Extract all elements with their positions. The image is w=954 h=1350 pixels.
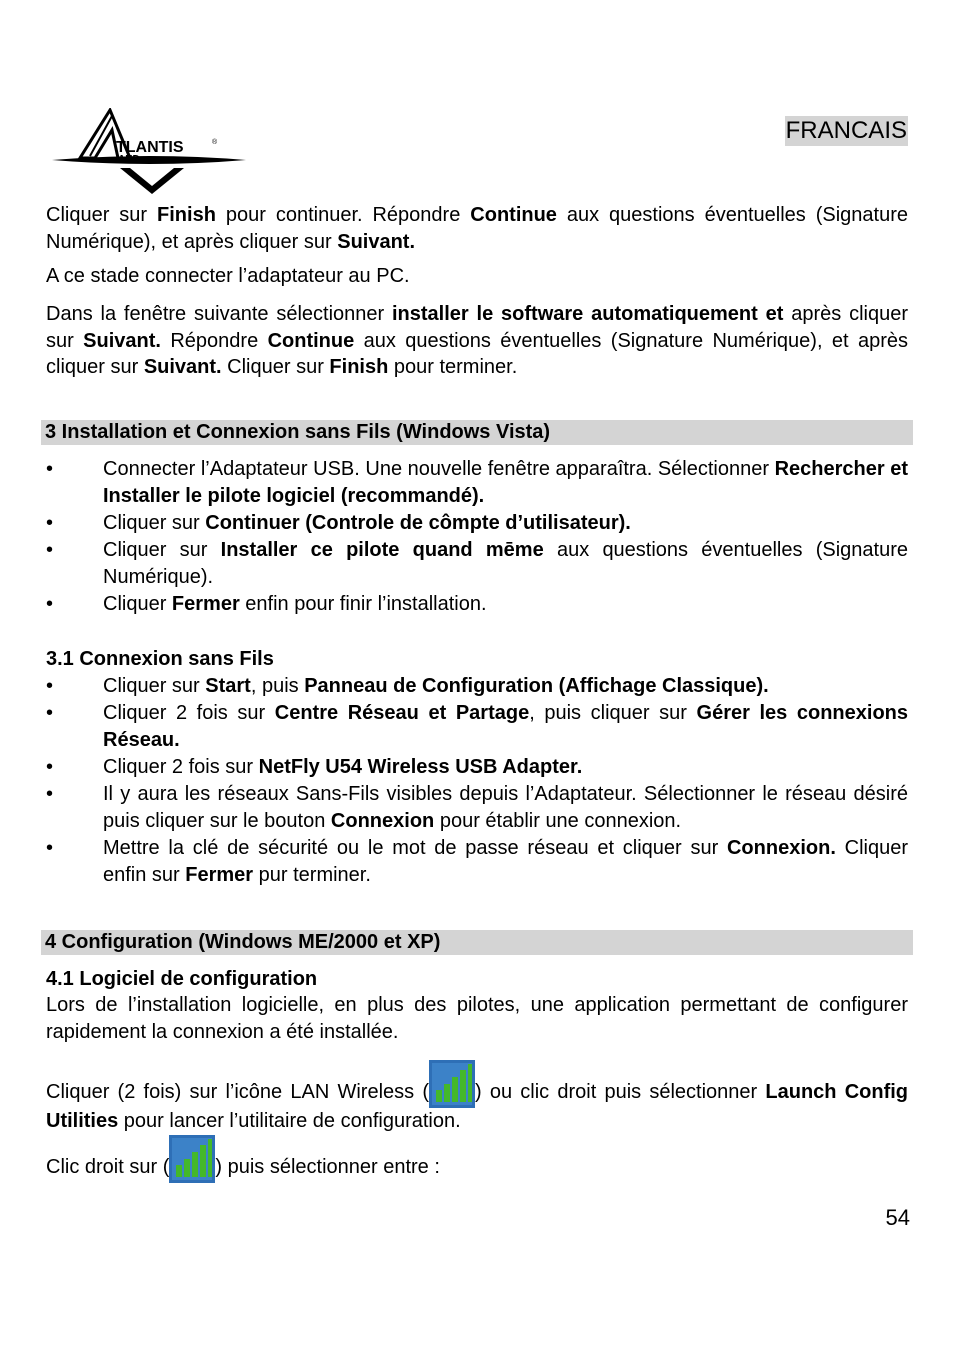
text-run: Cliquer (2 fois) sur l’icône LAN Wireless ( bbox=[46, 1081, 429, 1103]
text-run-bold: Centre Réseau et Partage bbox=[274, 702, 530, 724]
text-run-bold: Connexion bbox=[330, 810, 435, 832]
text-run-bold: Installer ce pilote quand mēme bbox=[220, 539, 544, 561]
section-3-1-list bbox=[46, 673, 908, 889]
text-run: pur terminer. bbox=[253, 864, 371, 886]
text-run: enfin pour finir l’installation. bbox=[239, 593, 487, 615]
list-item bbox=[46, 537, 908, 591]
list-item bbox=[46, 673, 908, 700]
section-4-paragraph-3 bbox=[46, 1135, 908, 1183]
text-run-bold: Continue bbox=[267, 329, 355, 352]
text-run: aux questions éventuelles (Signature Numérique). bbox=[103, 539, 908, 588]
text-run-bold: NetFly U54 Wireless USB Adapter. bbox=[258, 756, 583, 778]
svg-text:AND: AND bbox=[118, 154, 140, 165]
list-item bbox=[46, 781, 908, 835]
text-run-bold: Continuer (Controle de cômpte d’utilisateur). bbox=[205, 512, 631, 534]
text-run: Répondre bbox=[160, 329, 268, 352]
section-heading-4: 4 Configuration (Windows ME/2000 et XP) bbox=[41, 930, 913, 955]
list-item bbox=[46, 835, 908, 889]
text-run-bold: Rechercher et Installer le pilote logiciel (recommandé). bbox=[103, 458, 909, 507]
bullet-marker: • bbox=[46, 702, 54, 724]
list-item bbox=[46, 456, 908, 510]
text-run: pour continuer. Répondre bbox=[215, 204, 471, 226]
list-item bbox=[46, 700, 908, 754]
svg-text:®: ® bbox=[212, 139, 218, 146]
list-item bbox=[46, 510, 908, 537]
text-run-bold: Launch Config Utilities bbox=[46, 1081, 909, 1132]
text-run: Dans la fenêtre suivante sélectionner bbox=[46, 303, 392, 325]
text-run: Cliquer sur bbox=[221, 356, 330, 378]
text-run-bold: Start bbox=[205, 675, 251, 697]
language-label: FRANCAIS bbox=[785, 117, 907, 144]
text-run: pour lancer l’utilitaire de configuration. bbox=[118, 1110, 461, 1132]
list-item bbox=[46, 591, 908, 618]
intro-paragraph-1 bbox=[46, 202, 908, 255]
text-run-bold: Finish bbox=[329, 356, 389, 378]
text-run: Cliquer 2 fois sur bbox=[103, 702, 275, 724]
text-run-bold: Suivant. bbox=[83, 329, 161, 352]
text-run-bold: Fermer bbox=[171, 593, 240, 615]
text-run-bold: Connexion. bbox=[726, 837, 836, 859]
text-run: , puis cliquer sur bbox=[529, 702, 697, 724]
text-run: Cliquer enfin sur bbox=[103, 837, 908, 886]
text-run: aux questions éventuelles (Signature Numérique), et après cliquer sur bbox=[46, 204, 909, 253]
bullet-marker: • bbox=[46, 837, 54, 859]
text-run: Cliquer sur bbox=[46, 204, 158, 226]
text-run: ) ou clic droit puis sélectionner bbox=[475, 1081, 766, 1103]
bullet-marker: • bbox=[46, 458, 54, 480]
svg-text:TLANTIS: TLANTIS bbox=[116, 139, 184, 156]
text-run: après cliquer sur bbox=[46, 303, 909, 352]
list-item bbox=[46, 754, 908, 781]
section-heading-3: 3 Installation et Connexion sans Fils (Windows Vista) bbox=[41, 420, 913, 445]
text-run: Cliquer sur bbox=[103, 512, 206, 534]
text-run-bold: Finish bbox=[157, 204, 216, 226]
bullet-marker: • bbox=[46, 512, 54, 534]
text-run-bold: installer le software automatiquement et bbox=[392, 303, 784, 325]
intro-paragraph-3 bbox=[46, 301, 908, 381]
text-run: Mettre la clé de sécurité ou le mot de passe réseau et cliquer sur bbox=[103, 837, 727, 859]
bullet-marker: • bbox=[46, 783, 54, 805]
section-4-paragraph-2 bbox=[46, 1060, 908, 1134]
section-4-paragraph-1: Lors de l’installation logicielle, en plus des pilotes, une application permettant de configurer rapidement la connexion a été installée. bbox=[46, 994, 908, 1043]
text-run: Cliquer sur bbox=[103, 675, 206, 697]
subheading-3-1: 3.1 Connexion sans Fils bbox=[46, 648, 274, 670]
wireless-signal-icon bbox=[169, 1135, 215, 1183]
section-3-list bbox=[46, 456, 908, 618]
text-run: pour établir une connexion. bbox=[434, 810, 682, 832]
text-run: ) puis sélectionner entre : bbox=[215, 1156, 440, 1178]
bullet-marker: • bbox=[46, 756, 54, 778]
text-run: A ce stade connecter l’adaptateur au PC. bbox=[46, 265, 410, 287]
text-run: pour terminer. bbox=[388, 356, 518, 378]
text-run-bold: Continue bbox=[470, 204, 557, 226]
text-run-bold: Suivant. bbox=[337, 230, 416, 253]
text-run: Cliquer bbox=[103, 593, 172, 615]
subheading-4-1: 4.1 Logiciel de configuration bbox=[46, 968, 318, 990]
bullet-marker: • bbox=[46, 675, 54, 697]
text-run: , puis bbox=[250, 675, 305, 697]
intro-paragraph-2 bbox=[46, 263, 908, 290]
wireless-signal-icon bbox=[429, 1060, 475, 1108]
text-run: Cliquer 2 fois sur bbox=[103, 756, 259, 778]
page-number: 54 bbox=[885, 1205, 910, 1230]
atlantis-land-logo bbox=[50, 108, 250, 198]
text-run-bold: Suivant. bbox=[143, 356, 222, 378]
text-run: Connecter l’Adaptateur USB. Une nouvelle fenêtre apparaîtra. Sélectionner bbox=[103, 458, 775, 480]
bullet-marker: • bbox=[46, 593, 54, 615]
text-run-bold: Gérer les connexions Réseau. bbox=[103, 702, 909, 751]
bullet-marker: • bbox=[46, 539, 54, 561]
text-run: Cliquer sur bbox=[103, 539, 221, 561]
text-run: Clic droit sur ( bbox=[46, 1156, 170, 1178]
text-run-bold: Panneau de Configuration (Affichage Classique). bbox=[304, 675, 769, 697]
text-run-bold: Fermer bbox=[185, 864, 254, 886]
text-run: aux questions éventuelles (Signature Numérique), et après cliquer sur bbox=[46, 329, 908, 378]
text-run: Il y aura les réseaux Sans-Fils visibles depuis l’Adaptateur. Sélectionner le réseau désiré puis cliquer sur le bouton bbox=[103, 783, 908, 832]
